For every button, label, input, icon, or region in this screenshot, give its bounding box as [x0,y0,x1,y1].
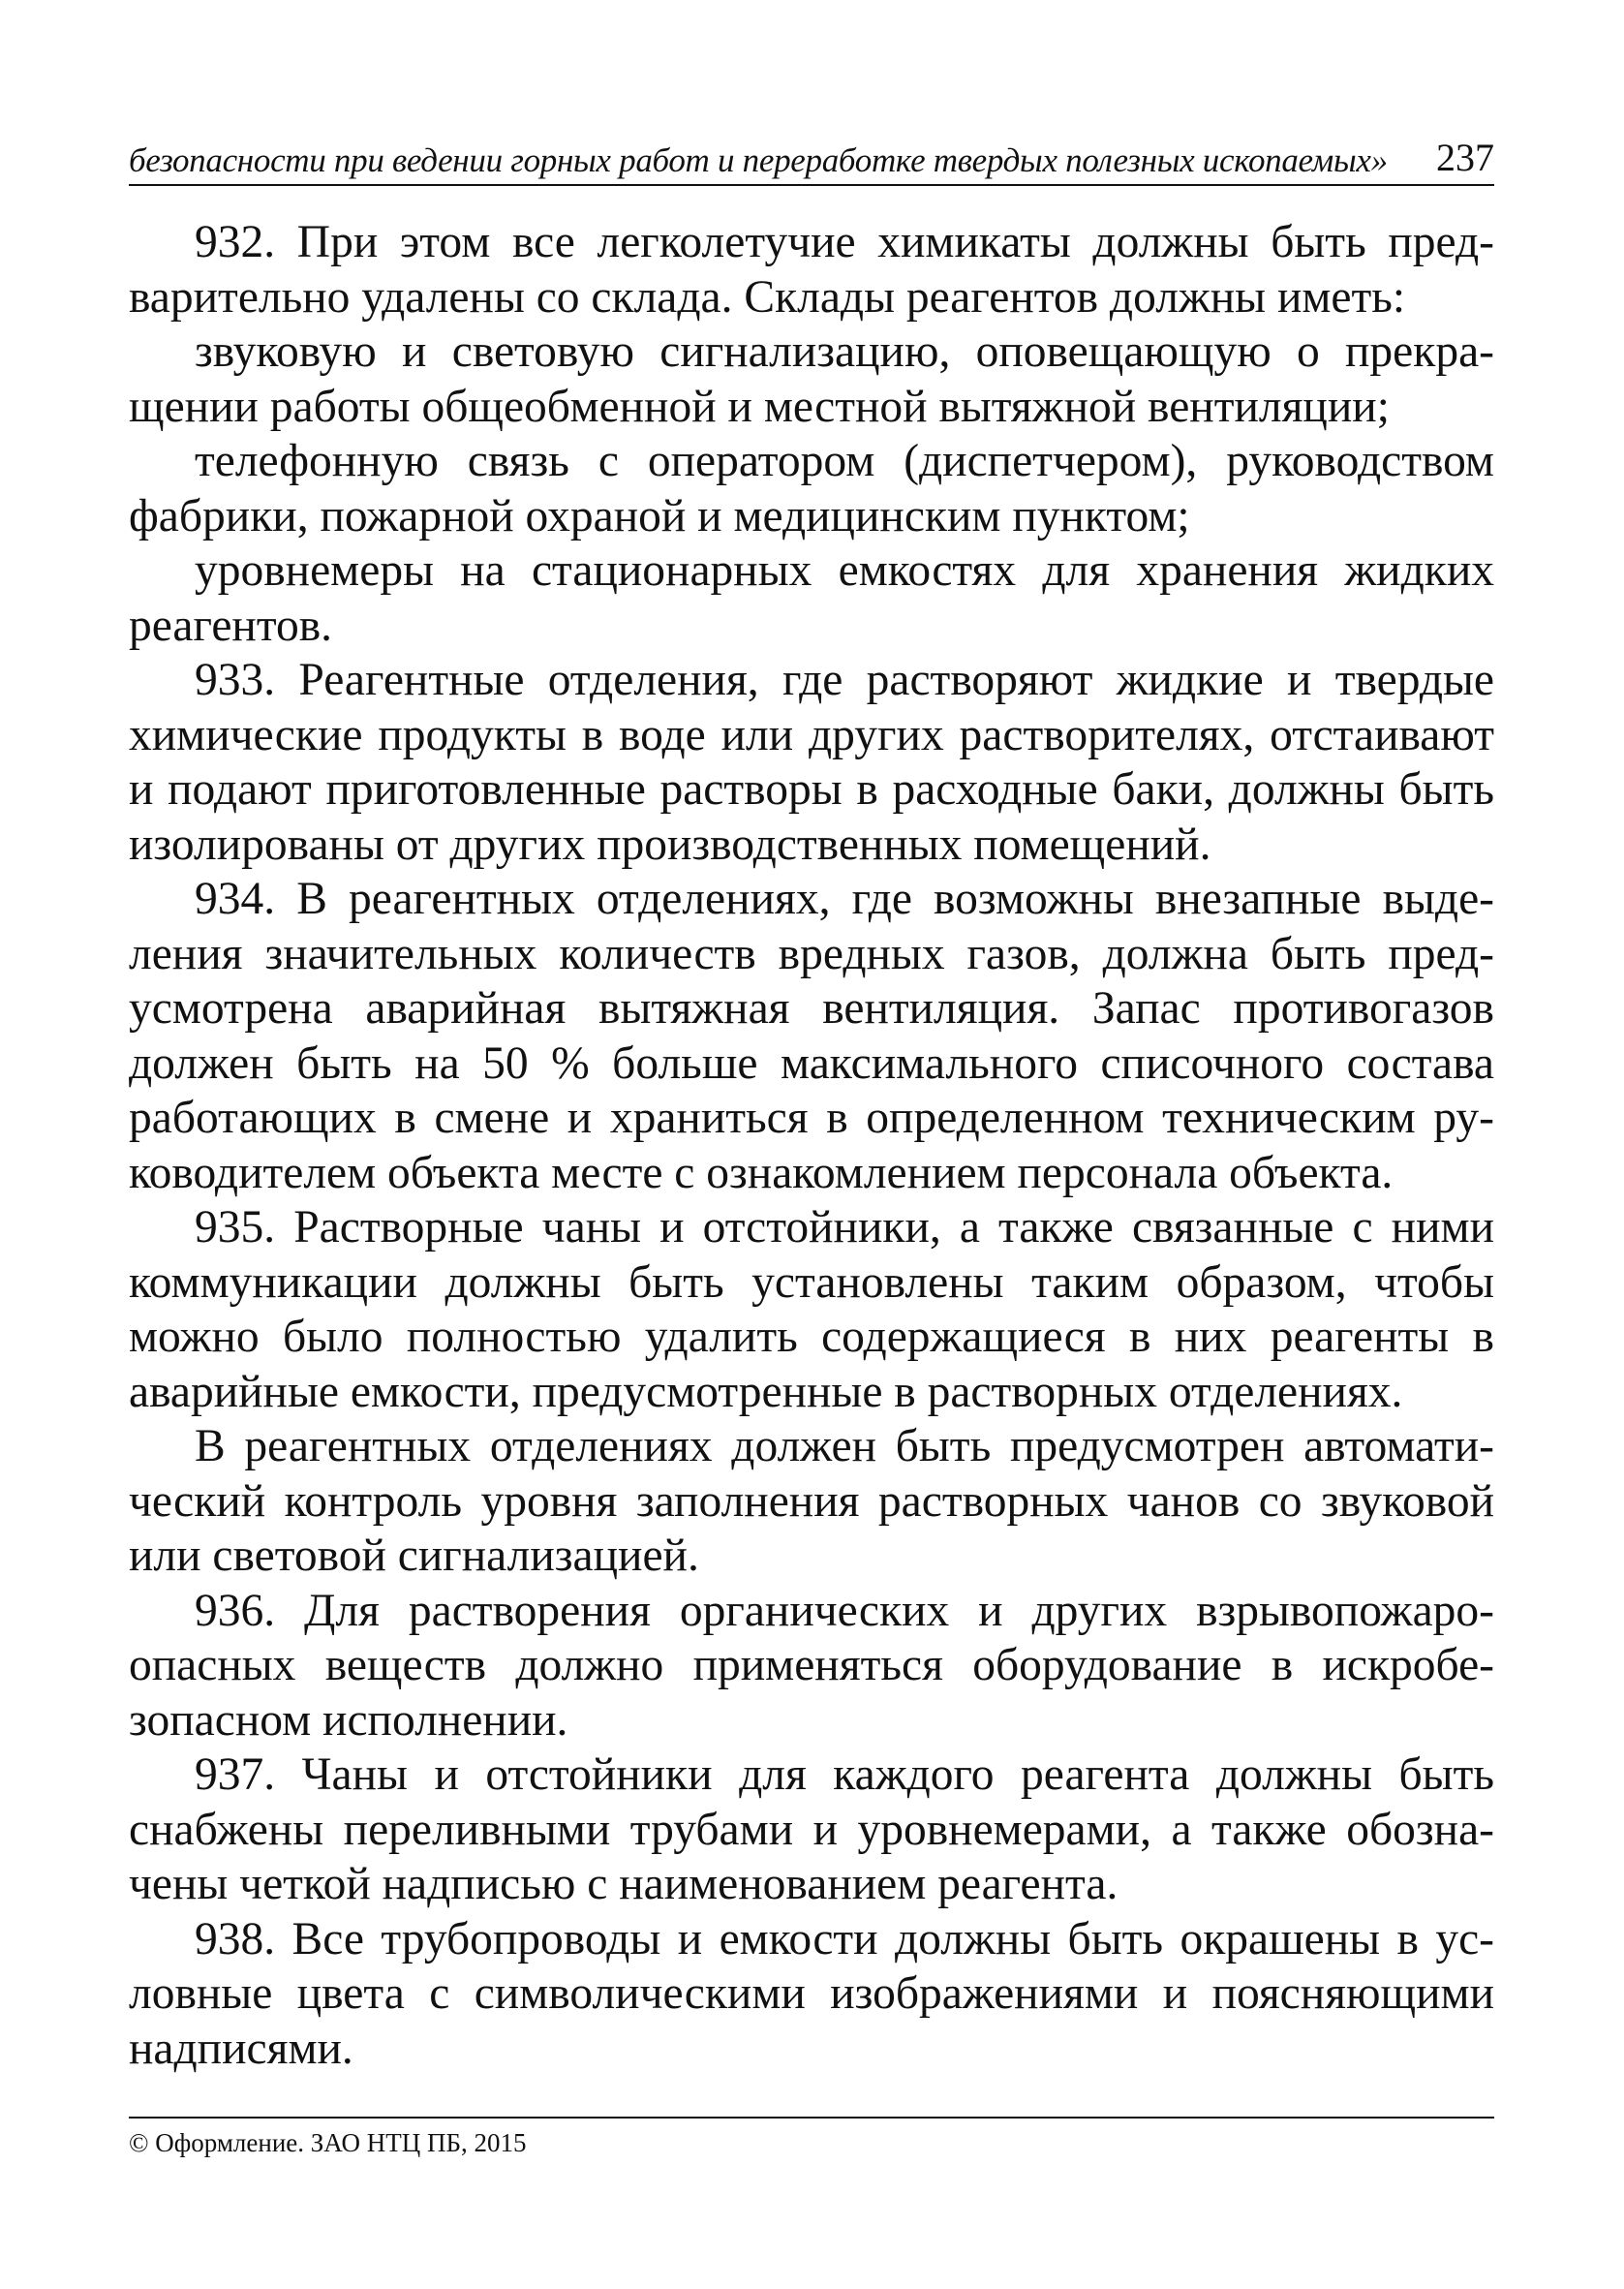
paragraph-932: 932. При этом все легколетучие химикаты должны быть предварительно удалены со склада. Склады реагентов должны иметь: [129,217,1494,323]
paragraph-932-item-signaling: звуковую и световую сигнализацию, оповещающую о прекращении работы общеобменной и местной вытяжной вентиляции; [129,326,1494,432]
paragraph-932-item-level-gauges: уровнемеры на стационарных емкостях для хранения жидких реагентов. [129,545,1494,651]
page-number: 237 [1436,136,1494,179]
paragraph-935: 935. Растворные чаны и отстойники, а также связанные с ними коммуникации должны быть установлены таким образом, чтобы можно было полностью удалить содержащиеся в них реагенты в аварийные емкости, предусмотренные в растворных отделениях. [129,1202,1494,1417]
footer-divider [129,2117,1494,2119]
running-header [129,126,1494,186]
paragraph-934: 934. В реагентных отделениях, где возможны внезапные выделения значительных количеств вредных газов, должна быть предусмотрена аварийная вытяжная вентиляция. Запас противогазов должен быть на 50 % больше максимального списочного состава работающих в смене и храниться в определенном техническим руководителем объекта месте с ознакомлением персонала объекта. [129,874,1494,1198]
paragraph-936: 936. Для растворения органических и других взрывопожароопасных веществ должно применяться оборудование в искробезопасном исполнении. [129,1585,1494,1746]
body-text [129,215,1494,2076]
paragraph-932-item-phone: телефонную связь с оператором (диспетчером), руководством фабрики, пожарной охраной и медицинским пунктом; [129,436,1494,541]
footer-copyright: © Оформление. ЗАО НТЦ ПБ, 2015 [129,2128,527,2157]
paragraph-935-control: В реагентных отделениях должен быть предусмотрен автоматический контроль уровня заполнения растворных чанов со звуковой или световой сигнализацией. [129,1421,1494,1581]
paragraph-933: 933. Реагентные отделения, где растворяют жидкие и твердые химические продукты в воде или других растворителях, отстаивают и подают приготовленные растворы в расходные баки, должны быть изолированы от других производственных помещений. [129,655,1494,870]
document-page [129,126,1494,2076]
paragraph-938: 938. Все трубопроводы и емкости должны быть окрашены в условные цвета с символическими изображениями и поясняющими надписями. [129,1913,1494,2074]
paragraph-937: 937. Чаны и отстойники для каждого реагента должны быть снабжены переливными трубами и уровнемерами, а также обозначены четкой надписью с наименованием реагента. [129,1749,1494,1909]
running-header-title: безопасности при ведении горных работ и переработке твердых полезных ископаемых» [129,141,1388,179]
